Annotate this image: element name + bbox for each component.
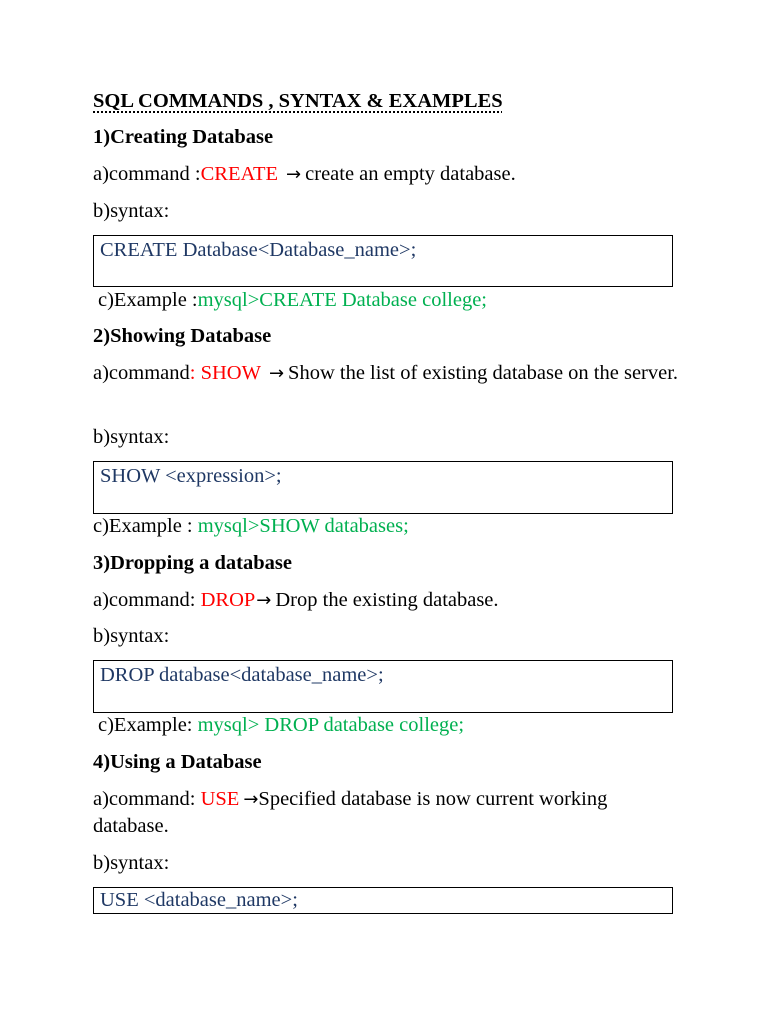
right-arrow-icon: → — [243, 789, 259, 810]
section-heading-drop: 3)Dropping a database — [93, 552, 292, 574]
command-keyword-create: CREATE — [200, 163, 279, 185]
command-prefix: a)command: — [93, 589, 201, 611]
example-prefix: c)Example : — [98, 289, 198, 311]
section-heading-use: 4)Using a Database — [93, 751, 262, 773]
syntax-label: b)syntax: — [93, 426, 170, 448]
command-keyword-show: : SHOW — [189, 362, 261, 384]
example-code: mysql>CREATE Database college; — [197, 289, 487, 311]
right-arrow-icon: → — [268, 363, 285, 384]
command-keyword-use: USE — [200, 788, 240, 810]
command-prefix: a)command: — [93, 788, 201, 810]
example-line-create — [98, 287, 487, 314]
section-heading-show: 2)Showing Database — [93, 325, 272, 347]
example-line-show — [93, 513, 409, 540]
command-prefix: a)command : — [93, 163, 201, 185]
command-description: create an empty database. — [305, 163, 516, 185]
syntax-box-use — [93, 887, 673, 914]
command-keyword-drop: DROP — [200, 589, 256, 611]
syntax-text: USE <database_name>; — [100, 889, 298, 911]
command-line-show — [93, 360, 683, 387]
right-arrow-icon: → — [286, 164, 302, 185]
page-title: SQL COMMANDS , SYNTAX & EXAMPLES — [93, 90, 503, 112]
syntax-box-create — [93, 235, 673, 287]
syntax-label: b)syntax: — [93, 200, 170, 222]
syntax-box-show — [93, 461, 673, 514]
command-description: Specified database is now current working database. — [93, 788, 608, 837]
syntax-label: b)syntax: — [93, 852, 170, 874]
syntax-text: CREATE Database<Database_name>; — [100, 239, 417, 261]
command-prefix: a)command — [93, 362, 190, 384]
example-code: mysql>SHOW databases; — [197, 515, 409, 537]
right-arrow-icon: → — [256, 590, 272, 611]
command-line-drop — [93, 587, 499, 614]
command-description: Show the list of existing database on the server. — [288, 362, 679, 384]
syntax-label: b)syntax: — [93, 625, 170, 647]
syntax-text: DROP database<database_name>; — [100, 664, 384, 686]
example-prefix: c)Example: — [98, 714, 198, 736]
command-line-create — [93, 161, 516, 188]
syntax-box-drop — [93, 660, 673, 713]
example-code: mysql> DROP database college; — [197, 714, 465, 736]
example-line-drop — [98, 712, 464, 739]
command-line-use — [93, 786, 633, 840]
command-description: Drop the existing database. — [275, 589, 499, 611]
syntax-text: SHOW <expression>; — [100, 465, 282, 487]
section-heading-create: 1)Creating Database — [93, 126, 274, 148]
example-prefix: c)Example : — [93, 515, 198, 537]
